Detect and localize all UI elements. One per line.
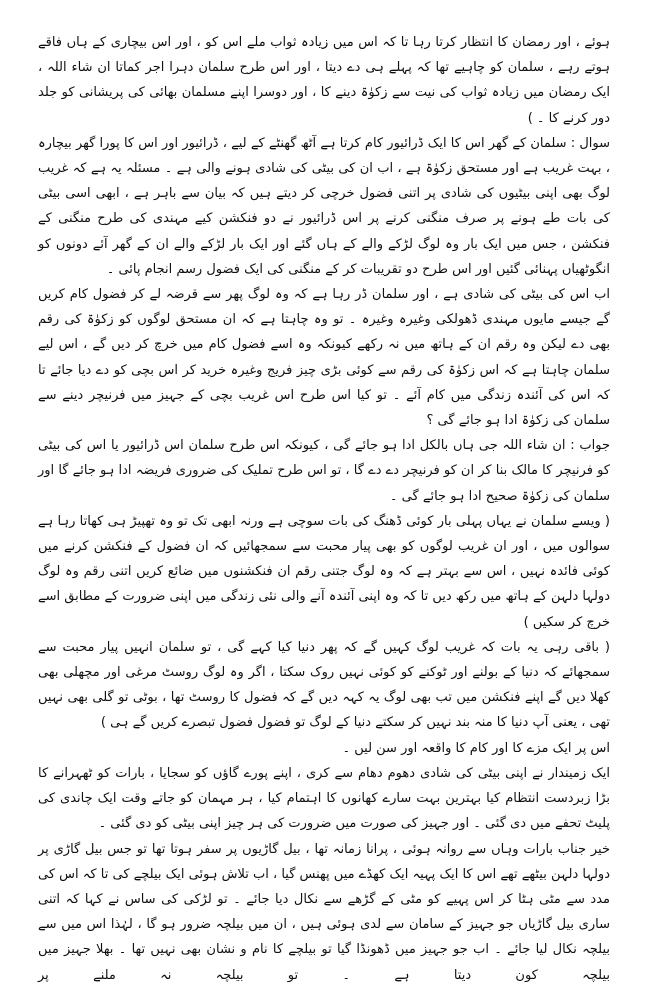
paragraph-bullock-cart-story: خیر جناب بارات وہاں سے روانہ ہوئی ، پرانا زمانہ تھا ، بیل گاڑیوں پر سفر ہوتا تھا تو جس بیل گاڑی پر دولہا دلہن بیٹھے تھے اس کا ایک پہیہ ایک کھڈے میں پھنس گیا ، اب تلاش ہوئی ایک بیلچے کی تا کہ اس کی مدد سے مٹی ہٹا کر اس پہیے کو مٹی کے گڑھے سے نکال دیا جائے ۔ تو لڑکی کی ساس نے کہا کہ اتنی ساری بیل گاڑیاں جو جہیز کے سامان سے لدی ہوئی ہیں ، ان میں بیلچہ ضرور ہو گا ، لہٰذا اس میں سے بیلچہ نکال لیا جائے ۔ اب جو جہیز میں ڈھونڈا گیا تو بیلچے کا نام و نشان بھی نہیں تھا ۔ بھلا جہیز میں بیلچہ کون دیتا ہے ۔ تو بیلچہ نہ ملنے پر (38, 841, 610, 983)
paragraph-question-details: اب اس کی بیٹی کی شادی ہے ، اور سلمان ڈر رہا ہے کہ وہ لوگ پھر سے قرضہ لے کر فضول کام کریں گے جیسے مایوں مہندی ڈھولکی وغیرہ وغیرہ ۔ تو وہ چاہتا ہے کہ ان مستحق لوگوں کو زکوٰۃ کی رقم بھی دے لیکن وہ رقم ان کے ہاتھ میں نہ رکھے کیونکہ وہ اسے فضول کام میں خرچ کر دیں گے ، اس لیے سلمان چاہتا ہے کہ اس زکوٰۃ کی رقم سے کوئی بڑی چیز فریج وغیرہ خرید کر اس بچی کو دے دیا جائے تا کہ اس کی آئندہ زندگی میں کام آئے ۔ تو کیا اس طرح اس غریب بچی کے جہیز میں فرنیچر دینے سے سلمان کی زکوٰۃ ادا ہو جائے گی ؟ (38, 287, 610, 429)
paragraph-advice-world-talk: ( باقی رہی یہ بات کہ غریب لوگ کہیں گے کہ پھر دنیا کیا کہے گی ، تو سلمان انہیں پیار محبت سے سمجھائے کہ دنیا کے بولنے اور ٹوکنے کو کوئی نہیں روک سکتا ، اگر وہ لوگ روسٹ مرغی اور مچھلی بھی کھلا دیں گے اپنے فنکشن میں تب بھی لوگ یہ کہہ دیں گے کہ فضول کا روسٹ تھا ، بوٹی تو گلی بھی نہیں تھی ، یعنی آپ دنیا کا منہ بند نہیں کر سکتے دنیا کے لوگ تو فضول فضول تبصرے کریں گے ہی ) (38, 639, 610, 731)
paragraph-advice-simplicity: ( ویسے سلمان نے یہاں پہلی بار کوئی ڈھنگ کی بات سوچی ہے ورنہ ابھی تک تو وہ تھپیڑ ہی کھاتا رہا ہے سوالوں میں ، اور ان غریب لوگوں کو بھی پیار محبت سے سمجھائیں کہ ان فضول کے فنکشن کرنے میں کوئی فائدہ نہیں ، اس سے بہتر ہے کہ وہ لوگ جتنی رقم ان فنکشنوں میں ضائع کریں اتنی رقم وہ لوگ دولہا دلہن کے ہاتھ میں رکھ دیں تا کہ وہ اپنی آئندہ آنے والی نئی زندگی میں اپنی ضرورت کے مطابق اسے خرچ کر سکیں ) (38, 513, 610, 630)
paragraph-ramadan-delay: ہوئے ، اور رمضان کا انتظار کرتا رہا تا کہ اس میں زیادہ ثواب ملے اس کو ، اور اس بیچاری کے ہاں فاقے ہوتے رہے ، سلمان کو چاہیے تھا کہ پہلے ہی دے دیتا ، اور اس طرح سلمان دہرا اجر کماتا ان شاء اللہ ، ایک رمضان میں زیادہ ثواب کی نیت سے زکوٰۃ دینے کا ، اور دوسرا اپنے مسلمان بھائی کی پریشانی کو جلد دور کرنے کا ۔ ) (38, 35, 610, 126)
paragraph-answer: جواب : ان شاء اللہ جی ہاں بالکل ادا ہو جائے گی ، کیونکہ اس طرح سلمان اس ڈرائیور یا اس کی بیٹی کو فرنیچر کا مالک بنا کر ان کو فرنیچر دے دے گا ، تو اس طرح تملیک کی ضروری فریضہ ادا ہو جائے گا اور سلمان کی زکوٰۃ صحیح ادا ہو جائے گی ۔ (38, 438, 610, 504)
paragraph-question: سوال : سلمان کے گھر اس کا ایک ڈرائیور کام کرتا ہے آٹھ گھنٹے کے لیے ، ڈرائیور اور اس کا پورا گھر بیچارہ ، بہت غریب ہے اور مستحق زکوٰۃ ہے ، اب ان کی بیٹی کی شادی ہونے والی ہے ۔ مسئلہ یہ ہے کہ غریب لوگ بھی اپنی بیٹیوں کی شادی پر اتنی فضول خرچی کر دیتے ہیں کہ بیان سے باہر ہے ، ابھی اسی بیٹی کی بات طے ہونے پر صرف منگنی کرنے پر اس ڈرائیور نے دو فنکشن کیے مہندی کی طرح منگنی کے فنکشن ، جس میں ایک بار وہ لوگ لڑکے والے کے ہاں گئے اور ایک بار لڑکے والے ان کے گھر آئے دونوں کو انگوٹھیاں پہنائی گئیں اور اس طرح دو تقریبات کر کے منگنی کی ایک فضول رسم انجام پائی ۔ (38, 135, 610, 277)
paragraph-story-intro: اس پر ایک مزے کا اور کام کا واقعہ اور سن لیں ۔ (342, 740, 610, 756)
document-page (38, 30, 610, 983)
paragraph-landlord-wedding: ایک زمیندار نے اپنی بیٹی کی شادی دھوم دھام سے کری ، اپنے پورے گاؤں کو سجایا ، بارات کو ٹھہرانے کا بڑا زبردست انتظام کیا بہترین بہت سارے کھانوں کا اہتمام کیا ، ہر مہمان کو جاتے وقت ایک چاندی کی پلیٹ تحفے میں دی گئی ۔ اور جہیز کی صورت میں ضرورت کی ہر چیز اپنی بیٹی کو دی گئی ۔ (38, 765, 610, 832)
